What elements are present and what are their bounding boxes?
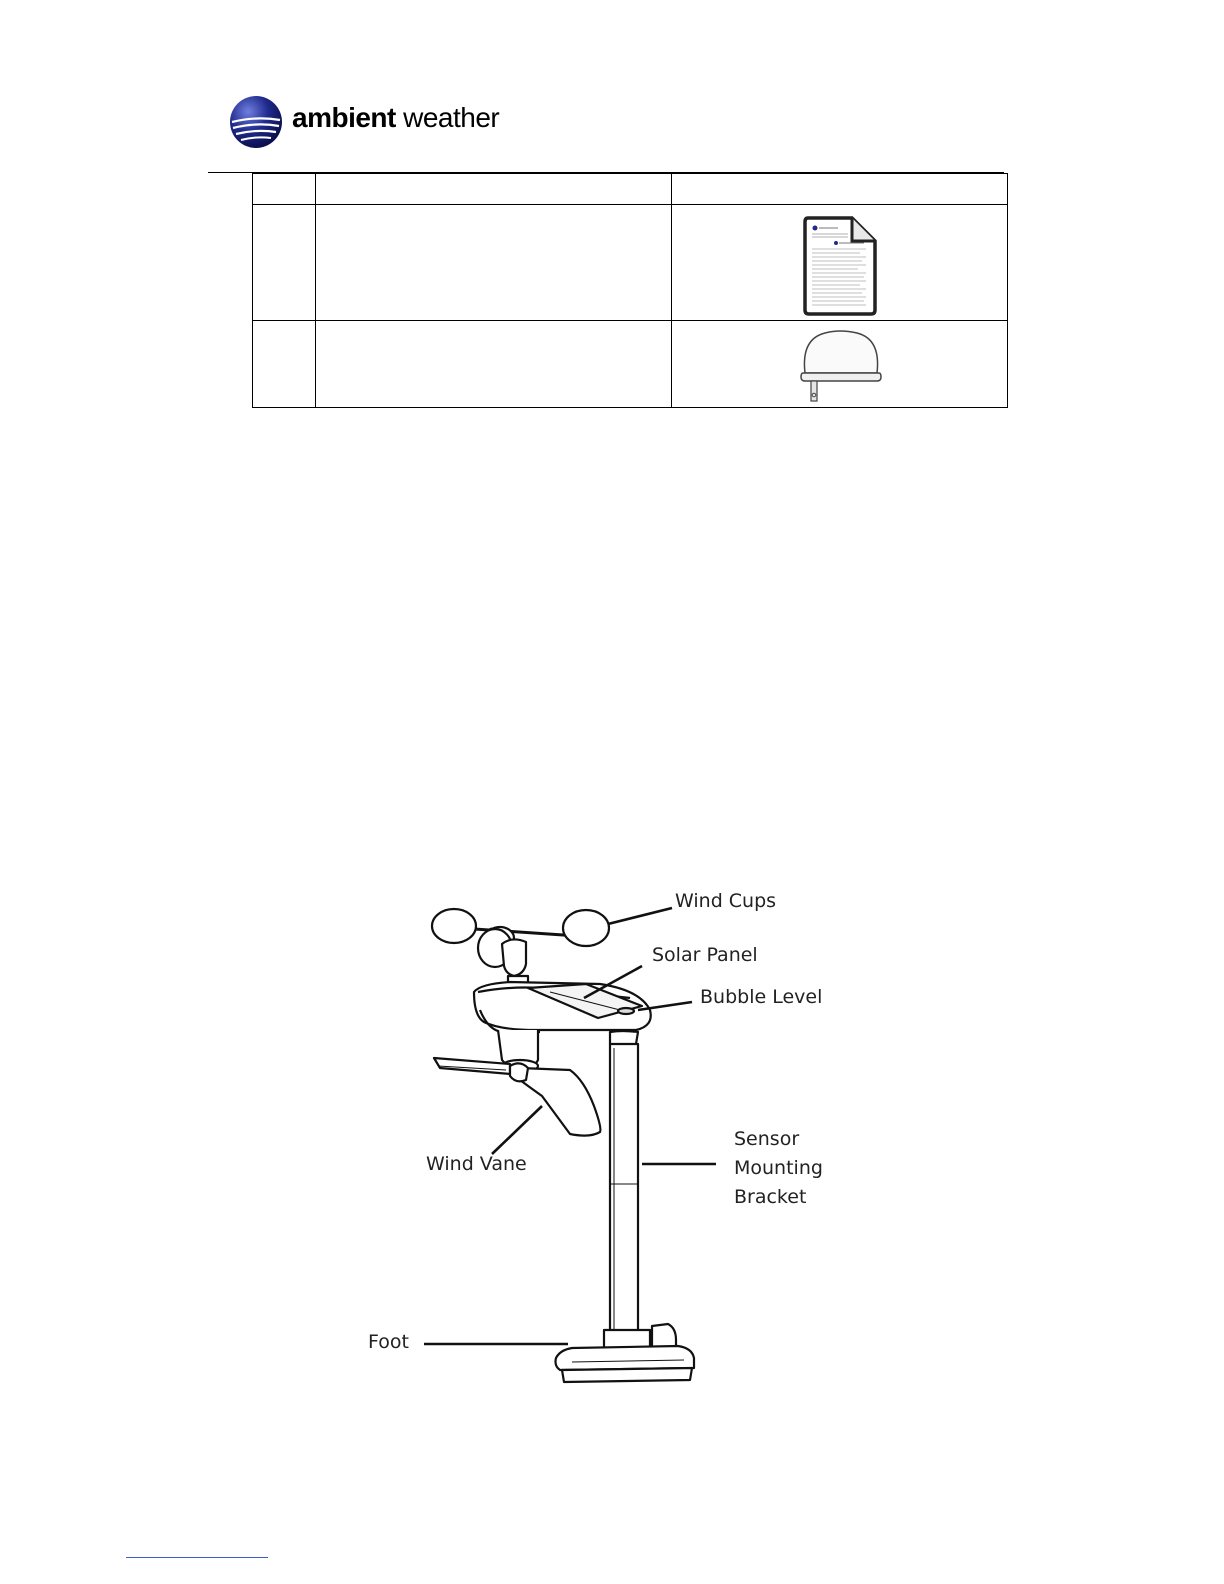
table-header-cell [316,174,672,205]
table-cell [253,321,316,408]
foot-illustration [556,1324,695,1382]
sensor-bracket-label-line3: Bracket [734,1186,807,1208]
sensor-bracket-label-line2: Mounting [734,1157,823,1179]
table-header-row [253,174,1008,205]
bubble-level-label: Bubble Level [700,986,823,1008]
wind-vane-label: Wind Vane [426,1153,527,1175]
table-cell [253,205,316,321]
brand-logo [228,92,528,152]
wind-vane-leader [492,1106,542,1154]
footer-link-underline[interactable] [126,1557,268,1558]
table-cell [316,321,672,408]
sensor-bracket-label-line1: Sensor [734,1128,800,1150]
table-cell [316,205,672,321]
wind-cups-illustration [432,909,609,990]
table-row [253,205,1008,321]
wind-vane-illustration [434,1058,600,1136]
parts-table [252,173,1008,408]
table-row [253,321,1008,408]
brand-name [292,102,499,134]
table-header-cell [672,174,1008,205]
power-adapter-icon [795,325,885,405]
wind-cups-label: Wind Cups [675,890,777,912]
wind-cups-leader [608,908,672,924]
foot-label: Foot [368,1331,409,1353]
sensor-array-diagram [360,880,840,1390]
sensor-head-illustration [474,982,651,1032]
table-header-cell [253,174,316,205]
brand-word-light: weather [403,102,500,133]
table-cell [672,321,1008,408]
solar-panel-label: Solar Panel [652,944,758,966]
brand-word-bold: ambient [292,102,396,133]
table-cell [672,205,1008,321]
mounting-pole-illustration [610,1031,638,1338]
manual-document-icon [802,215,878,317]
globe-icon [228,94,284,150]
